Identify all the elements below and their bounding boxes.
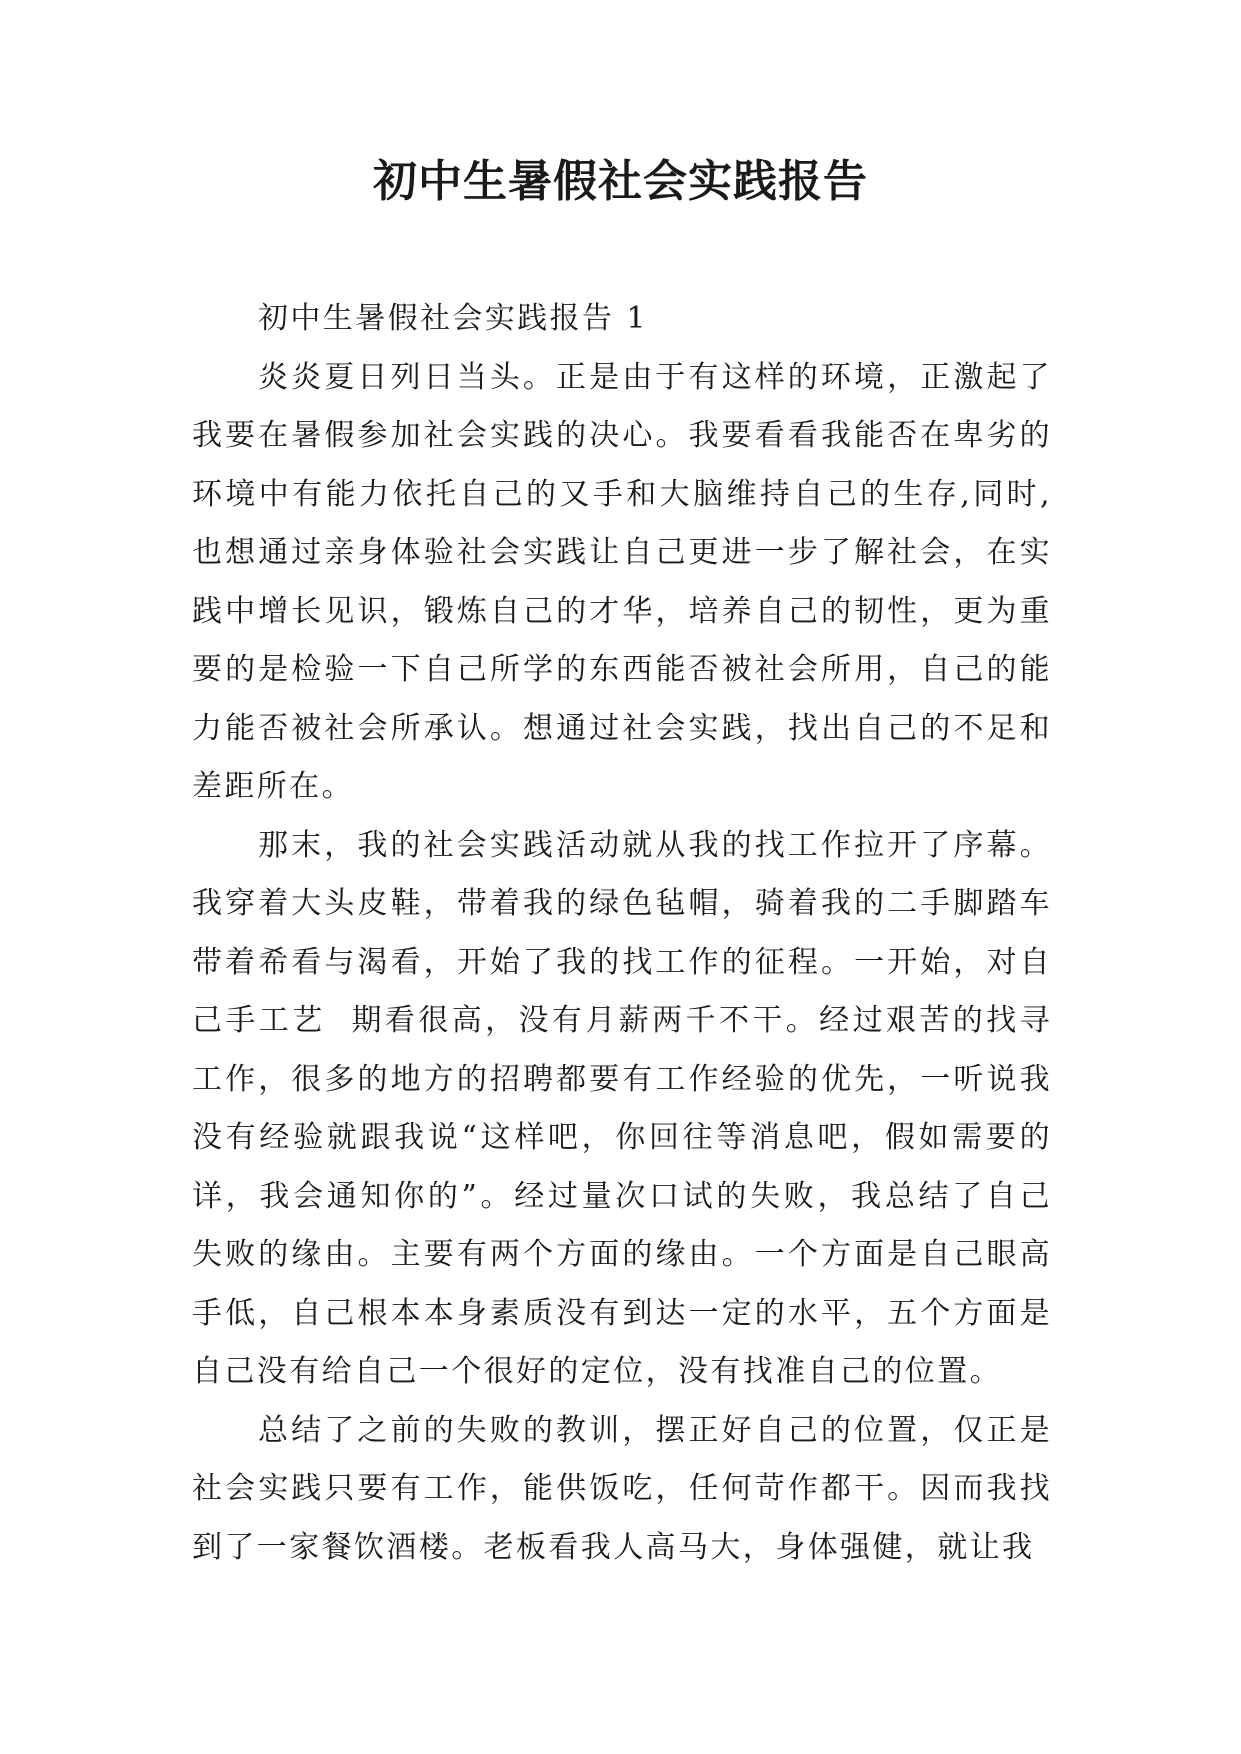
- document-body: [192, 290, 1052, 1577]
- section-heading: 初中生暑假社会实践报告 1: [258, 301, 648, 336]
- document-title: 初中生暑假社会实践报告: [373, 156, 868, 207]
- paragraph-3: 总结了之前的失败的教训，摆正好自己的位置，仅正是社会实践只要有工作，能供饭吃，任何苛作都干。因而我找到了一家餐饮酒楼。老板看我人高马大，身体强健，就让我: [192, 1412, 1052, 1565]
- paragraph-2: 那末，我的社会实践活动就从我的找工作拉开了序幕。我穿着大头皮鞋，带着我的绿色毡帽，骑着我的二手脚踏车带着希看与渴看，开始了我的找工作的征程。一开始，对自己手工艺 期看很高，没有月薪两千不干。经过艰苦的找寻工作，很多的地方的招聘都要有工作经验的优先，一听说我没有经验就跟我说“这样吧，你回往等消息吧，假如需要的详，我会通知你的”。经过量次口试的失败，我总结了自己失败的缘由。主要有两个方面的缘由。一个方面是自己眼高手低，自己根本本身素质没有到达一定的水平，五个方面是自己没有给自己一个很好的定位，没有找准自己的位置。: [192, 827, 1052, 1389]
- paragraph-1: 炎炎夏日列日当头。正是由于有这样的环境，正激起了我要在暑假参加社会实践的决心。我要看看我能否在卑劣的环境中有能力依托自己的又手和大脑维持自己的生存,同时,也想通过亲身体验社会实践让自己更进一步了解社会，在实践中增长见识，锻炼自己的才华，培养自己的韧性，更为重要的是检验一下自己所学的东西能否被社会所用，自己的能力能否被社会所承认。想通过社会实践，找出自己的不足和差距所在。: [192, 359, 1052, 804]
